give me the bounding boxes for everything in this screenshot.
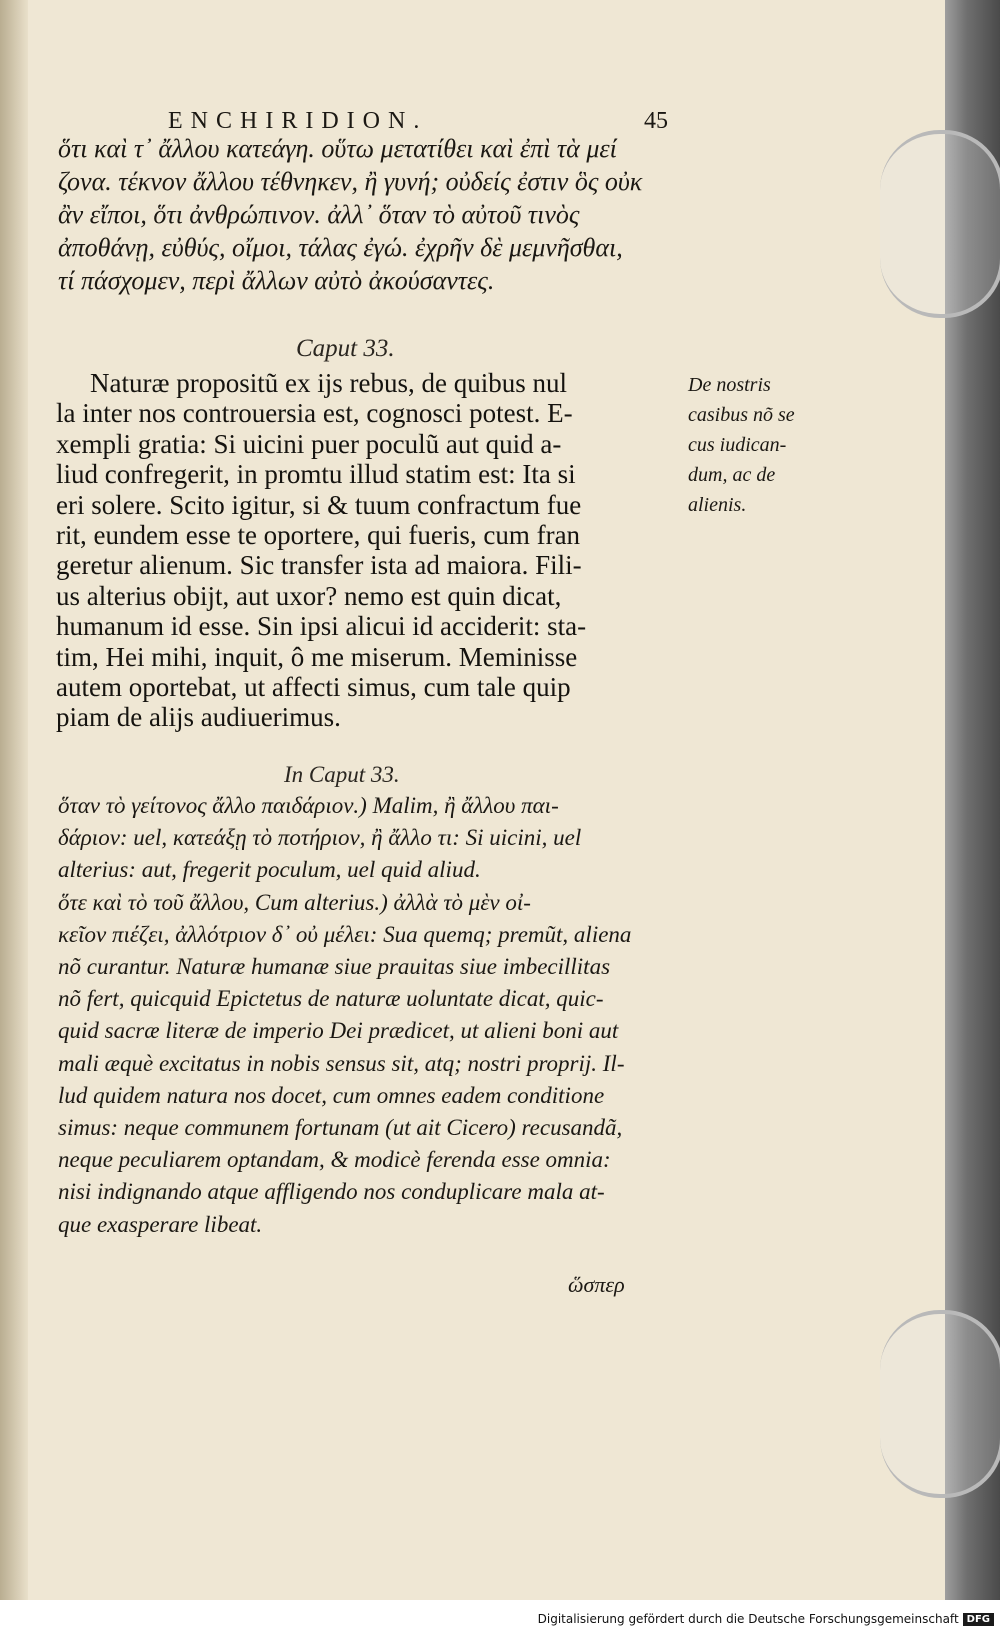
marginal-line: De nostris [688,374,771,396]
greek-line: ὅτι καὶ τ᾽ ἄλλου κατεάγη. οὕτω μετατίθει καὶ ἐπὶ τὰ μεί [58,134,617,163]
running-title: ENCHIRIDION. [168,108,428,134]
digitization-credit [538,1612,994,1626]
text-line: xempli gratia: Si uicini puer poculũ aut quid a- [56,428,562,459]
commentary-line: mali æquè excitatus in nobis sensus sit, atq; nostri proprij. Il- [58,1050,625,1076]
greek-line: ἀποθάνῃ, εὐθύς, οἴμοι, τάλας ἐγώ. ἐχρῆν δὲ μεμνῆσθαι, [58,233,623,262]
commentary-line: neque peculiarem optandam, & modicè ferenda esse omnia: [58,1147,611,1173]
text-line: autem oportebat, ut affecti simus, cum tale quip [56,672,571,703]
text-line: geretur alienum. Sic transfer ista ad maiora. Fili- [56,550,582,581]
text-line: piam de alijs audiuerimus. [56,702,341,733]
commentary-line: ὅτε καὶ τὸ τοῦ ἄλλου, Cum alterius.) ἀλλὰ τὸ μὲν οἰ- [58,889,531,915]
page-clip-bottom [880,1310,1000,1498]
commentary-text [58,790,670,1241]
text-line: us alterius obijt, aut uxor? nemo est quin dicat, [56,580,562,611]
greek-line: τί πάσχομεν, περὶ ἄλλων αὐτὸ ἀκούσαντες. [58,266,495,295]
latin-main-text [56,368,671,733]
commentary-heading: In Caput 33. [284,762,400,787]
commentary-line: lud quidem natura nos docet, cum omnes eadem conditione [58,1082,605,1108]
text-line: Naturæ propositũ ex ijs rebus, de quibus nul [90,368,567,398]
page-clip-top [880,130,1000,318]
marginal-line: cus iudican- [688,434,787,456]
commentary-line: ὅταν τὸ γείτονος ἄλλο παιδάριον.) Malim, ἢ ἄλλου παι- [58,793,559,818]
marginal-line: casibus nõ se [688,404,795,426]
caput-heading: Caput 33. [296,335,395,362]
running-header [168,108,668,135]
commentary-line: nõ fert, quicquid Epictetus de naturæ uoluntate dicat, quic- [58,986,604,1012]
page-gutter [0,0,28,1600]
greek-line: ζονα. τέκνον ἄλλου τέθνηκεν, ἢ γυνή; οὐδείς ἐστιν ὃς οὐκ [58,167,643,196]
commentary-line: nisi indignando atque affligendo nos conduplicare mala at- [58,1179,605,1205]
greek-line: ἂν εἴποι, ὅτι ἀνθρώπινον. ἀλλ᾽ ὅταν τὸ αὐτοῦ τινὸς [58,200,580,229]
marginal-line: alienis. [688,494,747,516]
marginal-line: dum, ac de [688,464,776,486]
text-line: rit, eundem esse te oportere, qui fueris, cum fran [56,520,581,551]
commentary-line: κεῖον πιέζει, ἀλλότριον δ᾽ οὐ μέλει: Sua quemq; premũt, aliena [58,921,632,947]
greek-text-block [58,132,663,297]
text-line: liud confregerit, in promtu illud statim est: Ita si [56,459,576,490]
text-line: eri solere. Scito igitur, si & tuum confractum fue [56,489,582,520]
folio-number: 45 [644,108,668,134]
marginal-note [688,370,793,520]
commentary-line: que exasperare libeat. [58,1211,263,1237]
text-line: la inter nos controuersia est, cognosci potest. E- [56,398,573,429]
catchword: ὥσπερ [568,1272,625,1297]
commentary-line: quid sacræ literæ de imperio Dei prædicet, ut alieni boni aut [58,1018,619,1044]
text-line: tim, Hei mihi, inquit, ô me miserum. Meminisse [56,641,578,672]
text-line: humanum id esse. Sin ipsi alicui id acciderit: sta- [56,611,587,642]
commentary-line: simus: neque communem fortunam (ut ait Cicero) recusandã, [58,1115,623,1141]
dfg-logo: DFG [963,1613,994,1626]
credit-text: Digitalisierung gefördert durch die Deutsche Forschungsgemeinschaft [537,1612,959,1626]
commentary-line: nõ curantur. Naturæ humanæ siue prauitas siue imbecillitas [58,954,611,980]
commentary-line: alterius: aut, fregerit poculum, uel quid aliud. [58,857,481,883]
commentary-line: δάριον: uel, κατεάξῃ τὸ ποτήριον, ἢ ἄλλο τι: Si uicini, uel [58,825,582,851]
